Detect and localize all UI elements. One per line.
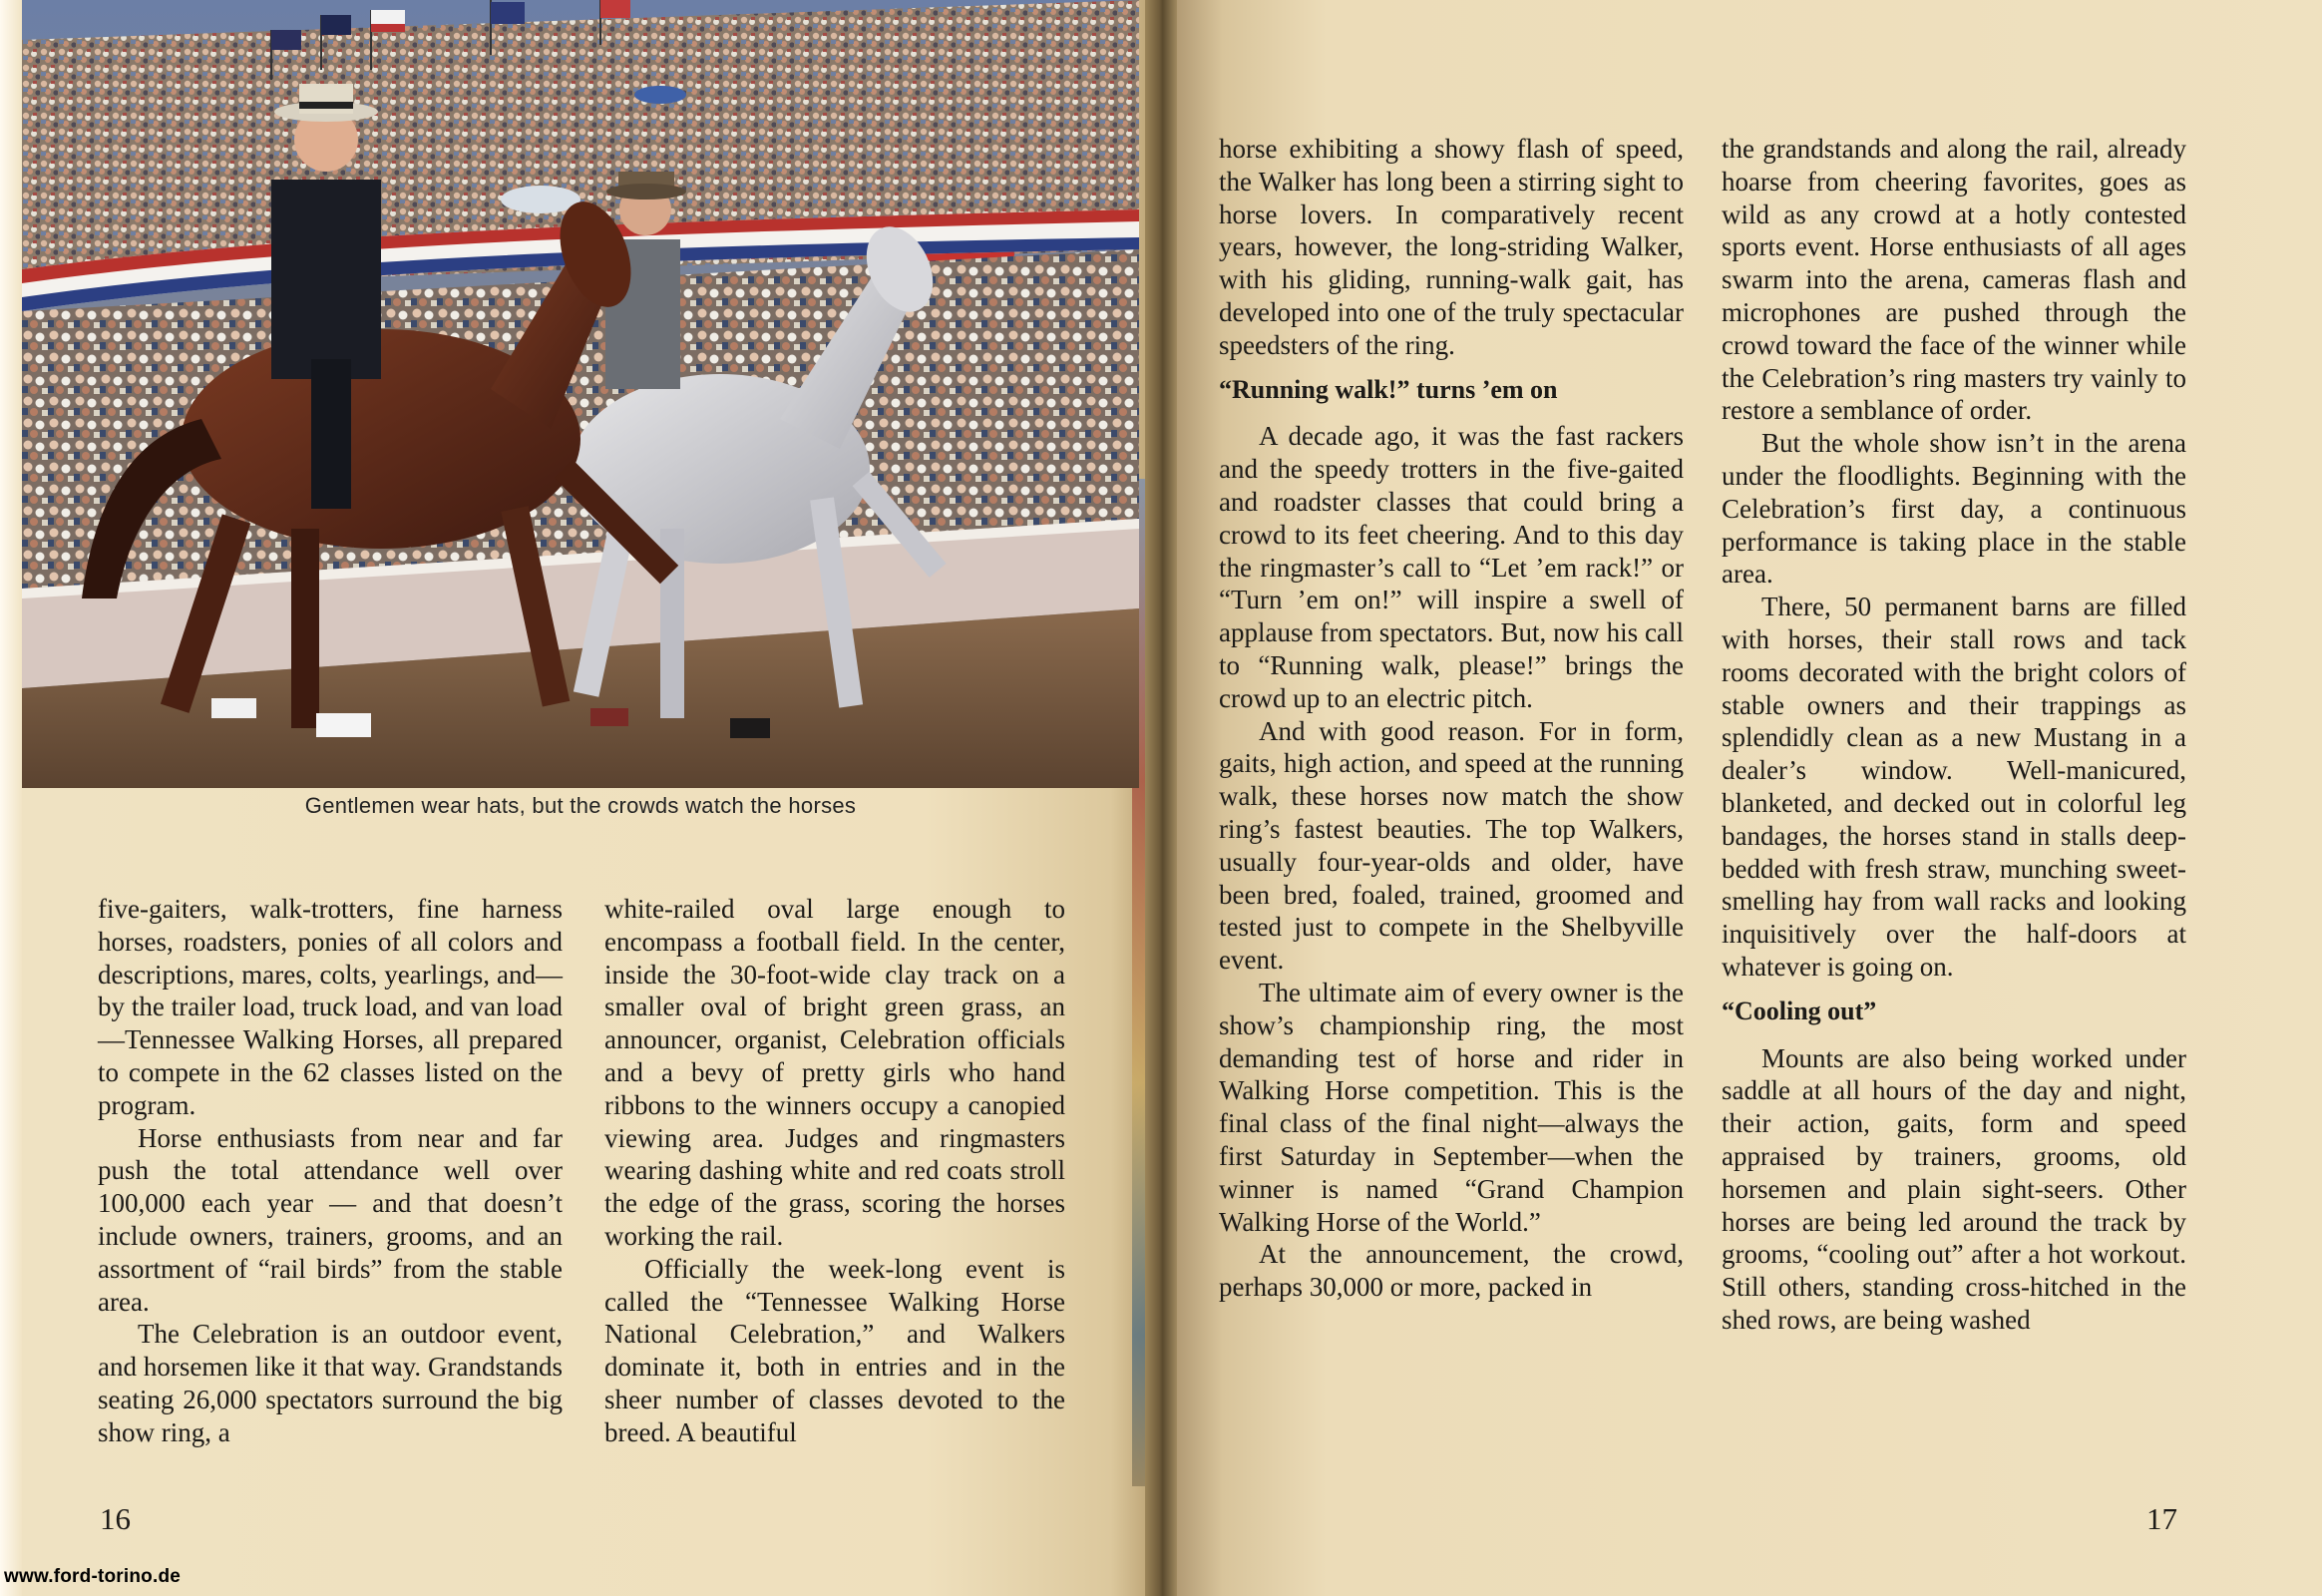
text-column-3 [1219, 133, 1684, 1304]
paragraph: A decade ago, it was the fast rackers and the speedy trotters in the five-gaited and roadster classes that could bring a crowd to its feet cheering. And to this day the ringmaster’s call to “Let ’em rack!” or “Turn ’em on!” will inspire a swell of applause from spectators. But, now his call to “Running walk, please!” brings the crowd up to an electric pitch. [1219, 421, 1684, 713]
paragraph: Mounts are also being worked under saddle at all hours of the day and night, their action, gaits, form and speed appraised by trainers, grooms, old horsemen and plain sight-seers. Other horses are being led around the track by grooms, “cooling out” after a hot workout. Still others, standing cross-hitched in the shed rows, are being washed [1722, 1042, 2186, 1335]
paragraph: But the whole show isn’t in the arena under the floodlights. Beginning with the Celebration’s first day, a continuous performance is taking place in the stable area. [1722, 428, 2186, 590]
section-heading: “Running walk!” turns ’em on [1219, 374, 1558, 404]
paragraph: the grandstands and along the rail, already hoarse from cheering favorites, goes as wild as any crowd at a hotly contested sports event. Horse enthusiasts of all ages swarm into the arena, cameras flash and microphones are pushed through the crowd toward the face of the winner while the Celebration’s ring masters try vainly to restore a semblance of order. [1722, 134, 2186, 426]
text-column-4 [1722, 133, 2186, 1337]
paragraph: Horse enthusiasts from near and far push the total attendance well over 100,000 each year — and that doesn’t include owners, trainers, grooms, and an assortment of “rail birds” from the stable area. [98, 1122, 563, 1317]
paragraph: Officially the week-long event is called the “Tennessee Walking Horse National Celebration,” and Walkers dominate it, both in entries and in the sheer number of classes devoted to the breed. A beautiful [604, 1253, 1065, 1447]
paragraph: And with good reason. For in form, gaits, high action, and speed at the running walk, these horses now match the show ring’s fastest beauties. The top Walkers, usually four-year-olds and older, have been bred, foaled, trained, groomed and tested just to compete in the Shelbyville event. [1219, 715, 1684, 976]
photo-caption: Gentlemen wear hats, but the crowds watch the horses [304, 793, 857, 818]
page-edge [0, 0, 22, 1596]
text-column-2 [604, 893, 1065, 1449]
binding-gutter [1145, 0, 1177, 1596]
paragraph: At the announcement, the crowd, perhaps 30,000 or more, packed in [1219, 1239, 1684, 1303]
watermark: www.ford-torino.de [4, 1566, 182, 1587]
paragraph: white-railed oval large enough to encompass a football field. In the center, inside the 30-foot-wide clay track on a smaller oval of bright green grass, an announcer, organist, Celebration officials and a bevy of pretty girls who hand ribbons to the winners occupy a canopied viewing area. Judges and ringmasters wearing dashing white and red coats stroll the edge of the grass, scoring the horses working the rail. [604, 894, 1065, 1251]
paragraph: horse exhibiting a showy flash of speed, the Walker has long been a stirring sight to horse lovers. In comparatively recent years, however, the long-striding Walker, with his gliding, running-walk gait, has developed into one of the truly spectacular speedsters of the ring. [1219, 134, 1684, 360]
horse-show-photo [22, 0, 1139, 788]
paragraph: The ultimate aim of every owner is the show’s championship ring, the most demanding test of horse and rider in Walking Horse competition. This is the final class of the final night—always the first Saturday in September—when the winner is named “Grand Champion Walking Horse of the World.” [1219, 977, 1684, 1237]
paragraph: There, 50 permanent barns are filled with horses, their stall rows and tack rooms decorated with the bright colors of stable owners and their trappings as splendidly clean as a new Mustang in a dealer’s window. Well-manicured, blanketed, and decked out in colorful leg bandages, the horses stand in stalls deep-bedded with fresh straw, munching sweet-smelling hay from wall racks and looking inquisitively over the half-doors at whatever is going on. [1722, 592, 2186, 982]
paragraph: The Celebration is an outdoor event, and horsemen like it that way. Grandstands seating 26,000 spectators surround the big show ring, a [98, 1319, 563, 1447]
paragraph: five-gaiters, walk-trotters, fine harness horses, roadsters, ponies of all colors and descriptions, mares, colts, yearlings, and—by the trailer load, truck load, and van load—Tennessee Walking Horses, all prepared to compete in the 62 classes listed on the program. [98, 894, 563, 1120]
text-column-1 [98, 893, 563, 1449]
page-number-right: 17 [2146, 1501, 2177, 1536]
page-number-left: 16 [100, 1501, 131, 1536]
section-heading: “Cooling out” [1722, 996, 1877, 1025]
